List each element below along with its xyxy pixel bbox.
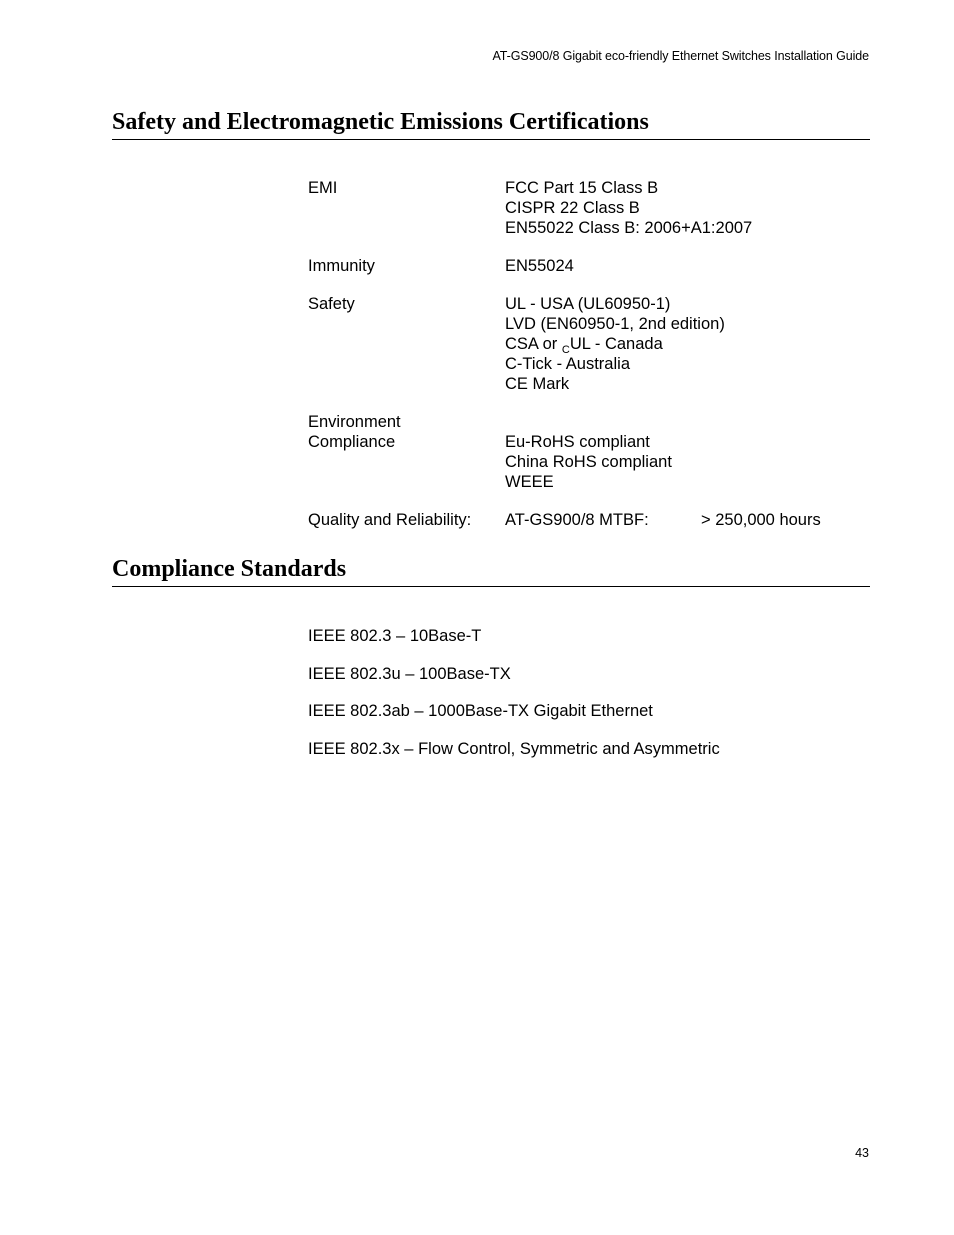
spec-label-line: Compliance: [308, 433, 396, 451]
spec-value: China RoHS compliant: [505, 453, 672, 471]
spec-value: C-Tick - Australia: [505, 355, 630, 373]
csa-subscript: C: [561, 344, 570, 356]
spec-label-environment: [308, 412, 505, 492]
page-number: 43: [855, 1146, 869, 1160]
spec-row-quality: [308, 510, 821, 530]
standards-list: [308, 626, 720, 776]
spec-value: FCC Part 15 Class B: [505, 179, 659, 197]
spec-values-safety: [505, 294, 725, 394]
spec-values-environment: [505, 412, 672, 492]
spec-value: Eu-RoHS compliant: [505, 433, 650, 451]
spec-value: EN55022 Class B: 2006+A1:2007: [505, 219, 753, 237]
mtbf-model: AT-GS900/8 MTBF:: [505, 511, 649, 529]
spec-values-quality: [505, 510, 821, 530]
list-item: IEEE 802.3ab – 1000Base-TX Gigabit Ethernet: [308, 702, 653, 720]
spec-value: CE Mark: [505, 375, 570, 393]
spec-values-immunity: [505, 256, 574, 276]
list-item: IEEE 802.3x – Flow Control, Symmetric and Asymmetric: [308, 739, 720, 758]
section-title-safety-certifications: Safety and Electromagnetic Emissions Certifications: [112, 108, 870, 140]
spec-values-emi: [505, 178, 752, 238]
spec-row-emi: [308, 178, 821, 238]
list-item: IEEE 802.3u – 100Base-TX: [308, 664, 511, 683]
spec-label-safety: Safety: [308, 295, 355, 313]
spec-label-immunity: Immunity: [308, 257, 375, 275]
spec-row-immunity: [308, 256, 821, 276]
spec-value-csa: [505, 334, 725, 354]
spec-row-safety: [308, 294, 821, 394]
spec-value: CISPR 22 Class B: [505, 199, 640, 217]
spec-label-emi: EMI: [308, 179, 338, 197]
csa-suffix: UL - Canada: [569, 335, 663, 353]
spec-value: LVD (EN60950-1, 2nd edition): [505, 315, 725, 333]
section-title-compliance-standards: Compliance Standards: [112, 555, 870, 587]
spec-value: UL - USA (UL60950-1): [505, 295, 671, 313]
spec-row-environment: [308, 412, 821, 492]
spec-label-line: Environment: [308, 413, 401, 431]
spec-label-quality: Quality and Reliability:: [308, 511, 472, 529]
spec-value: WEEE: [505, 473, 554, 491]
running-header: AT-GS900/8 Gigabit eco-friendly Ethernet Switches Installation Guide: [492, 49, 869, 63]
spec-value: EN55024: [505, 257, 574, 275]
csa-prefix: CSA or: [505, 335, 562, 353]
mtbf-value: > 250,000 hours: [701, 511, 821, 529]
list-item: IEEE 802.3 – 10Base-T: [308, 627, 482, 645]
certifications-table: [308, 178, 821, 548]
